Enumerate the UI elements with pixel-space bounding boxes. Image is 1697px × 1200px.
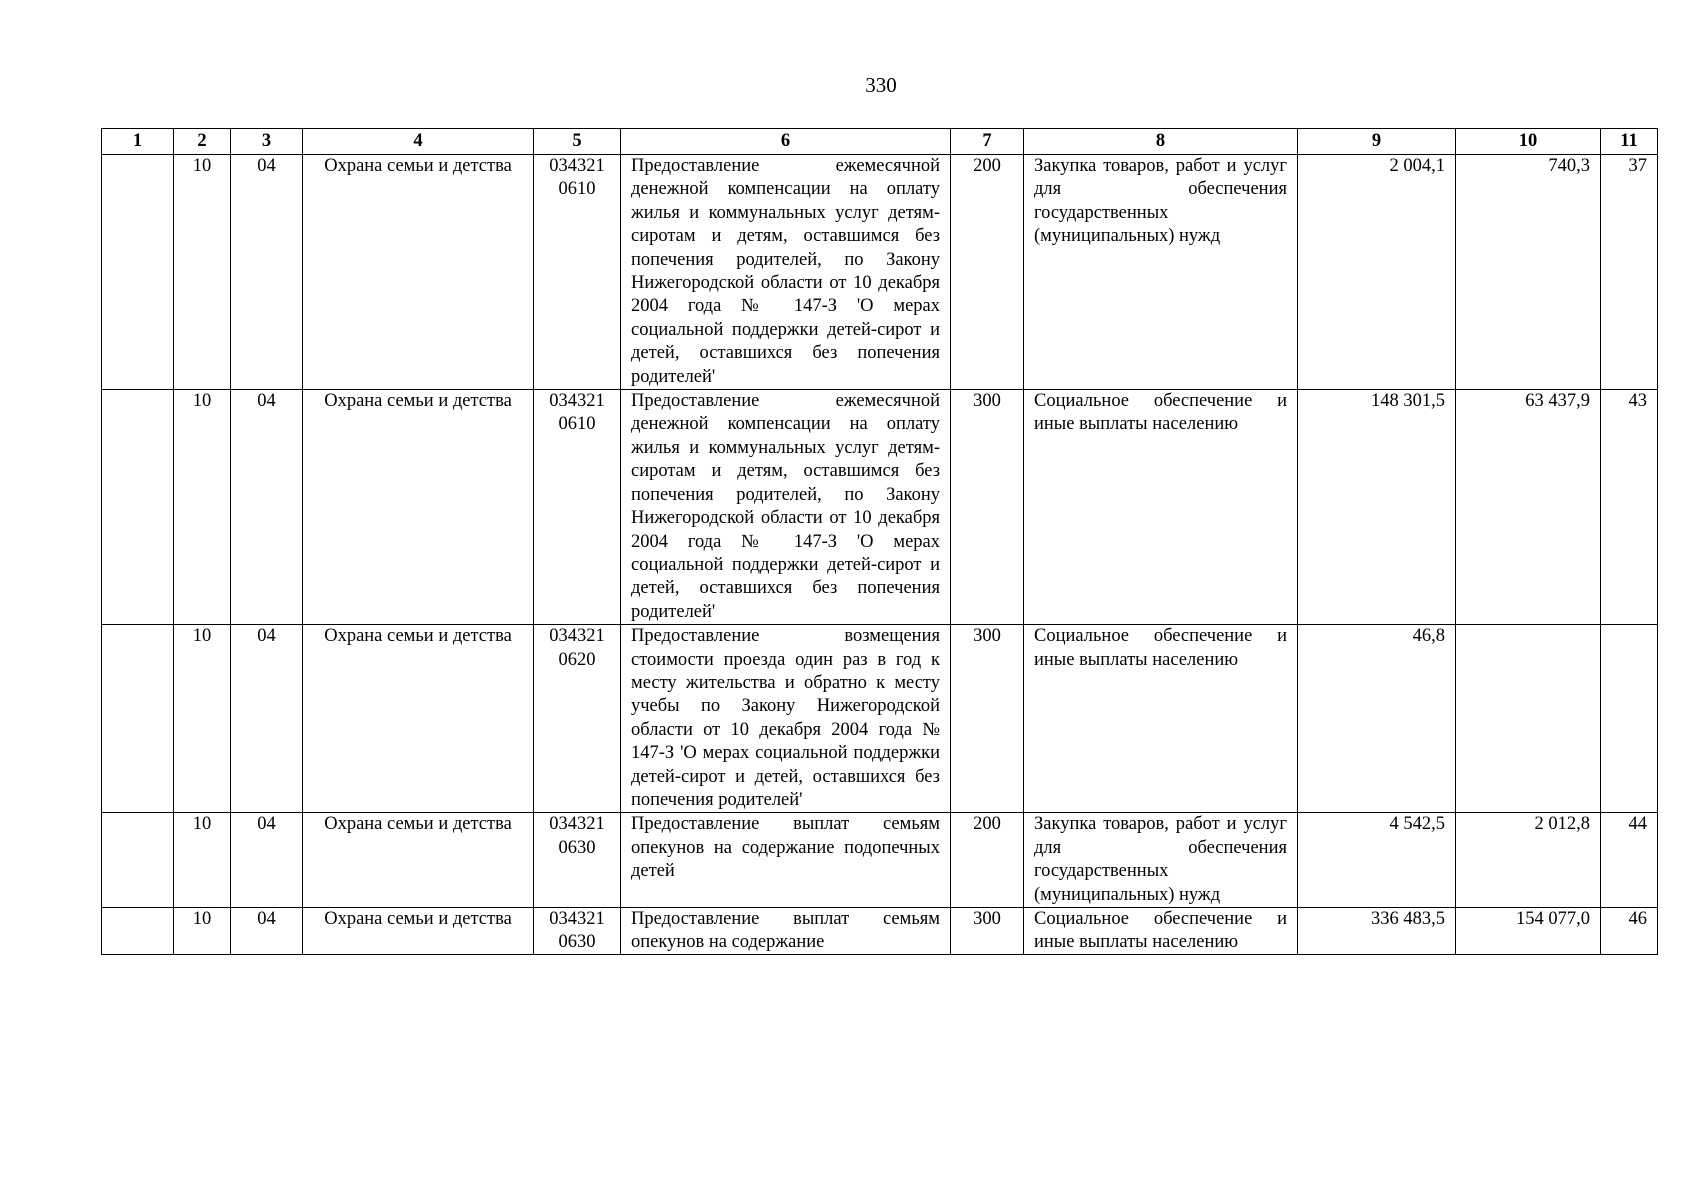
column-header: 6: [621, 129, 951, 155]
cell-amount-col9: 2 004,1: [1298, 155, 1456, 390]
cell-col1: [102, 625, 174, 813]
cell-amount-col9: 148 301,5: [1298, 390, 1456, 625]
cell-expense-type-name: Социальное обеспечение и иные выплаты населению: [1024, 390, 1298, 625]
cell-amount-col10: 154 077,0: [1456, 908, 1601, 955]
cell-amount-col9: 4 542,5: [1298, 813, 1456, 908]
cell-expense-type-name: [1024, 908, 1298, 955]
column-header: 5: [534, 129, 621, 155]
cell-amount-col10: 2 012,8: [1456, 813, 1601, 908]
cell-target-code: 034321 0610: [534, 155, 621, 390]
cell-expense-type-name: Закупка товаров, работ и услуг для обеспечения государственных (муниципальных) нужд: [1024, 813, 1298, 908]
cell-expense-type-code: 300: [951, 390, 1024, 625]
budget-table: [101, 128, 1658, 955]
cell-expense-type-code: 200: [951, 155, 1024, 390]
column-header: 7: [951, 129, 1024, 155]
cell-amount-col10: 740,3: [1456, 155, 1601, 390]
cell-section: 10: [174, 155, 231, 390]
cell-section: 10: [174, 625, 231, 813]
cell-col1: [102, 155, 174, 390]
cell-expense-type-name: Социальное обеспечение и иные выплаты населению: [1024, 625, 1298, 813]
cell-section-name: Охрана семьи и детства: [303, 625, 534, 813]
cell-expense-type-name-text: Социальное обеспечение и иные выплаты населению: [1034, 909, 1287, 953]
column-header: 8: [1024, 129, 1298, 155]
column-header: 4: [303, 129, 534, 155]
cell-target-code: [534, 908, 621, 955]
cell-subsection: 04: [231, 813, 303, 908]
cell-col11: [1601, 625, 1658, 813]
cell-description: [621, 908, 951, 955]
cell-target-code: 034321 0620: [534, 625, 621, 813]
cell-subsection: 04: [231, 155, 303, 390]
cell-subsection: [231, 908, 303, 955]
cell-expense-type-code: 200: [951, 813, 1024, 908]
cell-col1: [102, 390, 174, 625]
cell-col1: [102, 813, 174, 908]
cell-description-text: Предоставление выплат семьям опекунов на содержание: [631, 909, 940, 953]
table-row: [102, 390, 1658, 625]
cell-subsection: 04: [231, 625, 303, 813]
table-header-row: [102, 129, 1658, 155]
cell-amount-col9: 46,8: [1298, 625, 1456, 813]
cell-target-code-text: 034321 0630: [549, 909, 605, 953]
cell-expense-type-name: Закупка товаров, работ и услуг для обеспечения государственных (муниципальных) нужд: [1024, 155, 1298, 390]
cell-section: [174, 908, 231, 955]
cell-col11: 46: [1601, 908, 1658, 955]
cell-section: 10: [174, 390, 231, 625]
table-row: [102, 155, 1658, 390]
column-header: 1: [102, 129, 174, 155]
cell-expense-type-code: 300: [951, 625, 1024, 813]
cell-description: Предоставление ежемесячной денежной компенсации на оплату жилья и коммунальных услуг детям-сиротам и детям, оставшимся без попечения родителей, по Закону Нижегородской области от 10 декабря 2004 года № 147-З 'О мерах социальной поддержки детей-сирот и детей, оставшихся без попечения родителей': [621, 155, 951, 390]
cell-description: Предоставление ежемесячной денежной компенсации на оплату жилья и коммунальных услуг детям-сиротам и детям, оставшимся без попечения родителей, по Закону Нижегородской области от 10 декабря 2004 года № 147-З 'О мерах социальной поддержки детей-сирот и детей, оставшихся без попечения родителей': [621, 390, 951, 625]
cell-col11: 44: [1601, 813, 1658, 908]
cell-amount-col10: 63 437,9: [1456, 390, 1601, 625]
cell-amount-col9: 336 483,5: [1298, 908, 1456, 955]
cell-amount-col10: [1456, 625, 1601, 813]
cell-expense-type-code-text: 300: [973, 909, 1001, 929]
cell-subsection: 04: [231, 390, 303, 625]
cell-section-name: Охрана семьи и детства: [303, 390, 534, 625]
cell-section-name: [303, 908, 534, 955]
page-number: 330: [865, 73, 897, 97]
column-header: 10: [1456, 129, 1601, 155]
cell-col11: 43: [1601, 390, 1658, 625]
cell-col1: [102, 908, 174, 955]
cell-col11: 37: [1601, 155, 1658, 390]
cell-section-name: Охрана семьи и детства: [303, 813, 534, 908]
cell-target-code: 034321 0630: [534, 813, 621, 908]
column-header: 2: [174, 129, 231, 155]
table-row: [102, 625, 1658, 813]
cell-description: Предоставление выплат семьям опекунов на содержание подопечных детей: [621, 813, 951, 908]
cell-section-name-text: Охрана семьи и детства: [324, 909, 512, 929]
cell-section-name: Охрана семьи и детства: [303, 155, 534, 390]
table-row: [102, 813, 1658, 908]
cell-section-text: 10: [192, 909, 212, 929]
cell-target-code: 034321 0610: [534, 390, 621, 625]
cell-expense-type-code: [951, 908, 1024, 955]
column-header: 3: [231, 129, 303, 155]
cell-subsection-text: 04: [257, 909, 276, 929]
cell-col1-text: [112, 908, 163, 954]
cell-description: Предоставление возмещения стоимости проезда один раз в год к месту жительства и обратно к месту учебы по Закону Нижегородской области от 10 декабря 2004 года № 147-З 'О мерах социальной поддержки детей-сирот и детей, оставшихся без попечения родителей': [621, 625, 951, 813]
cell-section: 10: [174, 813, 231, 908]
column-header: 9: [1298, 129, 1456, 155]
column-header: 11: [1601, 129, 1658, 155]
table-row: [102, 908, 1658, 955]
